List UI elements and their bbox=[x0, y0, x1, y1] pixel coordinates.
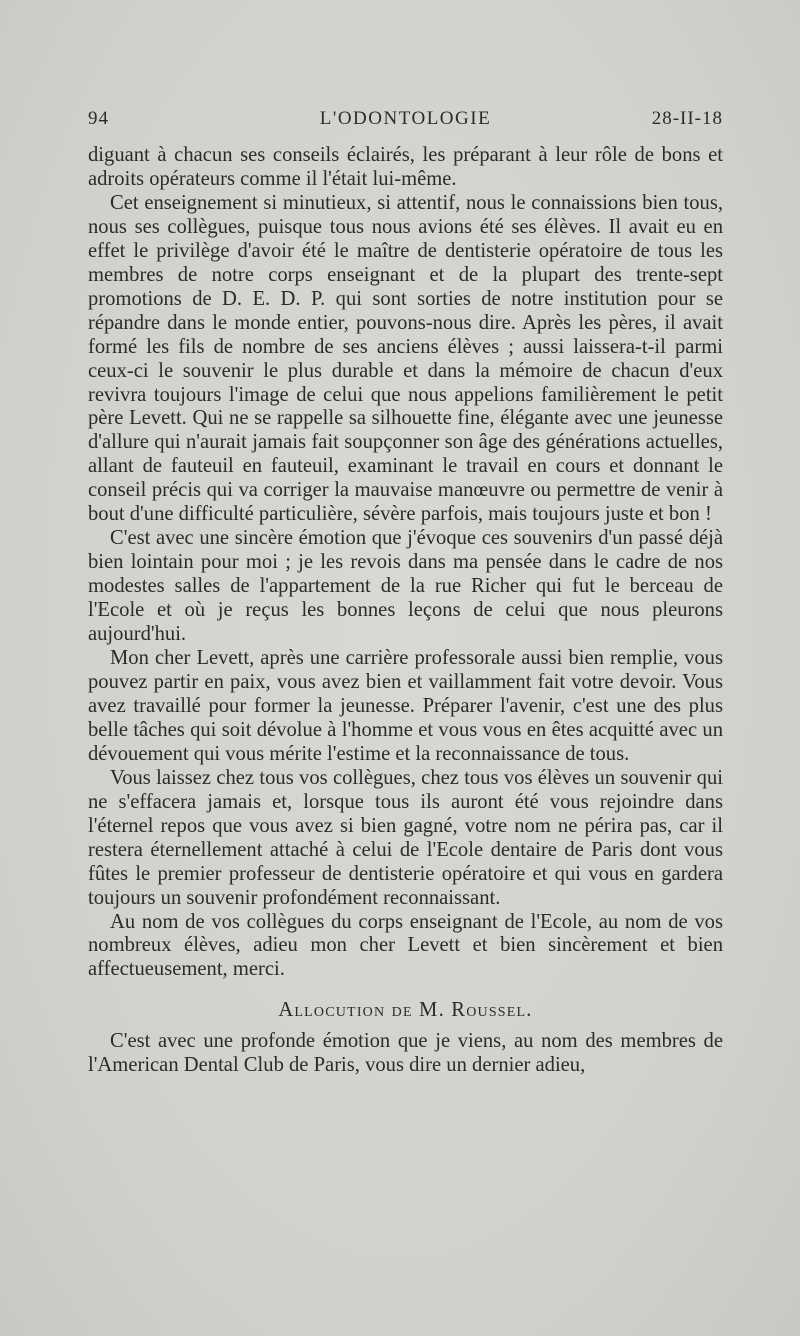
page-number: 94 bbox=[88, 108, 109, 129]
page-header bbox=[88, 108, 723, 138]
paragraph-continuation: diguant à chacun ses conseils éclairés, les préparant à leur rôle de bons et adroits opérateurs comme il l'était lui-même. bbox=[88, 144, 723, 190]
paragraph: Cet enseignement si minutieux, si attentif, nous le connaissions bien tous, nous ses collègues, puisque tous nous avions été ses élèves. Il avait eu en effet le privilège d'avoir été le maître de dentisterie opératoire de tous les membres de notre corps enseignant et de la plupart des trente-sept promotions de D. E. D. P. qui sont sorties de notre institution pour se répandre dans le monde entier, pouvons-nous dire. Après les pères, il avait formé les fils de nombre de ses anciens élèves ; aussi laissera-t-il parmi ceux-ci le souvenir le plus durable et dans la mémoire de chacun d'eux revivra toujours l'image de celui que nous appelions familièrement le petit père Levett. Qui ne se rappelle sa silhouette fine, élégante avec une jeunesse d'allure qui n'aurait jamais fait soupçonner son âge des générations actuelles, allant de fauteuil en fauteuil, examinant le travail en cours et donnant le conseil précis qui va corriger la mauvaise manœuvre ou permettre de venir à bout d'une difficulté particulière, sévère parfois, mais toujours juste et bon ! bbox=[88, 191, 723, 526]
paragraph: Vous laissez chez tous vos collègues, chez tous vos élèves un souvenir qui ne s'effacera jamais et, lorsque tous ils auront été vous rejoindre dans l'éternel repos que vous avez si bien gagné, votre nom ne périra pas, car il restera éternellement attaché à celui de l'Ecole dentaire de Paris dont vous fûtes le premier professeur de dentisterie opératoire et qui vous en gardera toujours un souvenir profondément reconnaissant. bbox=[88, 766, 723, 909]
journal-title: L'ODONTOLOGIE bbox=[319, 108, 492, 129]
issue-date: 28-II-18 bbox=[651, 108, 723, 129]
paragraph: Au nom de vos collègues du corps enseignant de l'Ecole, au nom de vos nombreux élèves, adieu mon cher Levett et bien sincèrement et bien affectueusement, merci. bbox=[88, 910, 723, 981]
section-heading: Allocution de M. Roussel. bbox=[278, 999, 533, 1022]
body-text bbox=[88, 144, 723, 1078]
paragraph: C'est avec une sincère émotion que j'évoque ces souvenirs d'un passé déjà bien lointain pour moi ; je les revois dans ma pensée dans le cadre de nos modestes salles de l'appartement de la rue Richer qui fut le berceau de l'Ecole et où je reçus les bonnes leçons de celui que nous pleurons aujourd'hui. bbox=[88, 527, 723, 646]
paragraph: Mon cher Levett, après une carrière professorale aussi bien remplie, vous pouvez partir en paix, vous avez bien et vaillamment fait votre devoir. Vous avez travaillé pour former la jeunesse. Préparer l'avenir, c'est une des plus belle tâches qui soit dévolue à l'homme et vous vous en êtes acquitté avec un dévouement qui vous mérite l'estime et la reconnaissance de tous. bbox=[88, 647, 723, 765]
paragraph: C'est avec une profonde émotion que je viens, au nom des membres de l'American Dental Club de Paris, vous dire un dernier adieu, bbox=[88, 1030, 723, 1077]
